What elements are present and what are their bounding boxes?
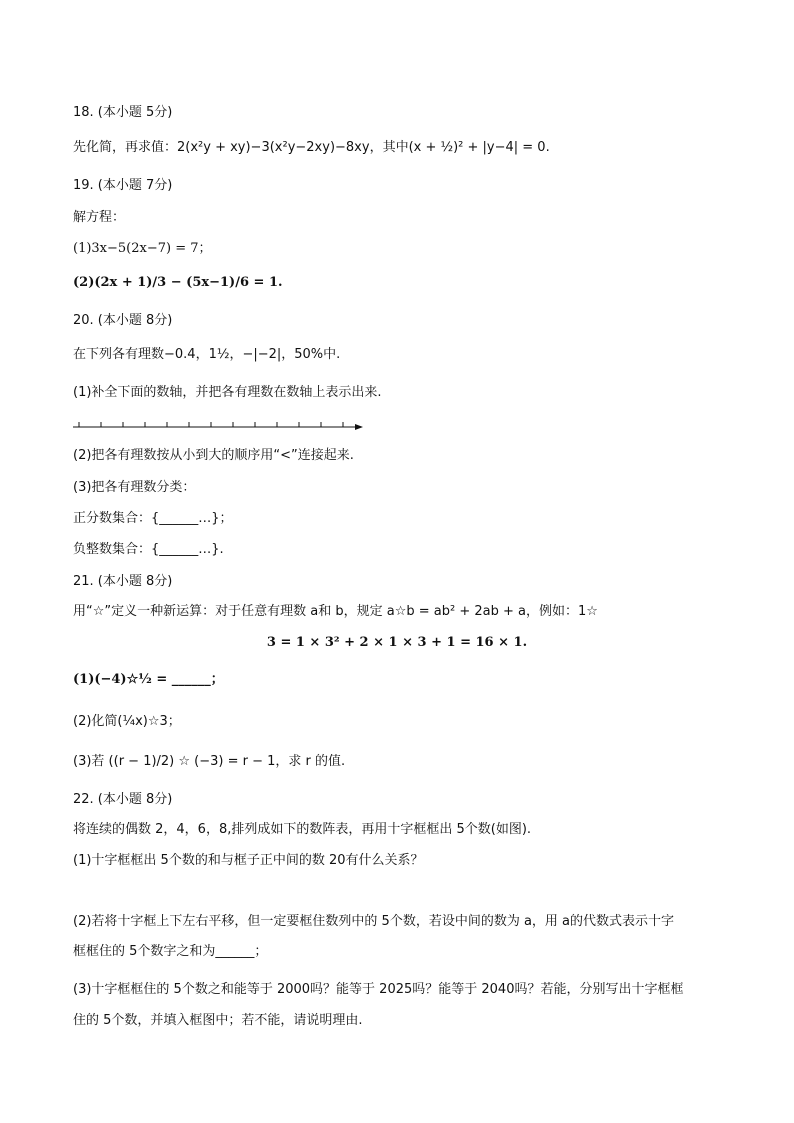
q21-example: 3 = 1 × 3² + 2 × 1 × 3 + 1 = 16 × 1. [266, 635, 528, 650]
q19-instruction: 解方程： [73, 210, 126, 225]
q21-part-1: (1)(−4)☆½ = ______； [73, 672, 224, 687]
q21-header: 21. (本小题 8分) [73, 574, 173, 589]
number-line [73, 417, 363, 433]
q22-part-2-cont: 框框住的 5个数字之和为______； [73, 944, 268, 959]
q22-header: 22. (本小题 8分) [73, 792, 173, 807]
q18-header: 18. (本小题 5分) [73, 105, 173, 120]
q22-intro: 将连续的偶数 2，4，6，8,排列成如下的数阵表，再用十字框框出 5个数(如图). [73, 822, 532, 837]
q20-part-1: (1)补全下面的数轴，并把各有理数在数轴上表示出来. [73, 385, 382, 400]
q21-part-3: (3)若 ((r − 1)/2) ☆ (−3) = r − 1，求 r 的值. [73, 754, 346, 769]
q22-part-3-cont: 住的 5个数，并填入框图中；若不能，请说明理由. [73, 1013, 363, 1028]
q20-negative-integers: 负整数集合：{______…}. [73, 542, 224, 557]
q20-intro: 在下列各有理数−0.4，1½，−|−2|，50%中. [73, 347, 341, 362]
q22-part-3: (3)十字框框住的 5个数之和能等于 2000吗？能等于 2025吗？能等于 2040吗？若能，分别写出十字框框 [73, 982, 684, 997]
q22-part-2: (2)若将十字框上下左右平移，但一定要框住数列中的 5个数，若设中间的数为 a，用 a的代数式表示十字 [73, 914, 675, 929]
q19-equation-1: (1)3x−5(2x−7) = 7； [73, 241, 212, 256]
q21-definition: 用“☆”定义一种新运算：对于任意有理数 a和 b，规定 a☆b = ab² + 2ab + a，例如：1☆ [73, 604, 598, 619]
q19-equation-2: (2)(2x + 1)/3 − (5x−1)/6 = 1. [73, 275, 283, 290]
q20-positive-fractions: 正分数集合：{______…}； [73, 511, 233, 526]
q20-part-2: (2)把各有理数按从小到大的顺序用“<”连接起来. [73, 448, 354, 463]
q21-part-2: (2)化简(¼x)☆3； [73, 714, 181, 729]
q22-part-1: (1)十字框框出 5个数的和与框子正中间的数 20有什么关系？ [73, 853, 424, 868]
q19-header: 19. (本小题 7分) [73, 178, 173, 193]
q20-header: 20. (本小题 8分) [73, 313, 173, 328]
q18-text: 先化简，再求值：2(x²y + xy)−3(x²y−2xy)−8xy，其中(x + ½)² + |y−4| = 0. [73, 140, 550, 155]
q20-part-3: (3)把各有理数分类： [73, 480, 196, 495]
